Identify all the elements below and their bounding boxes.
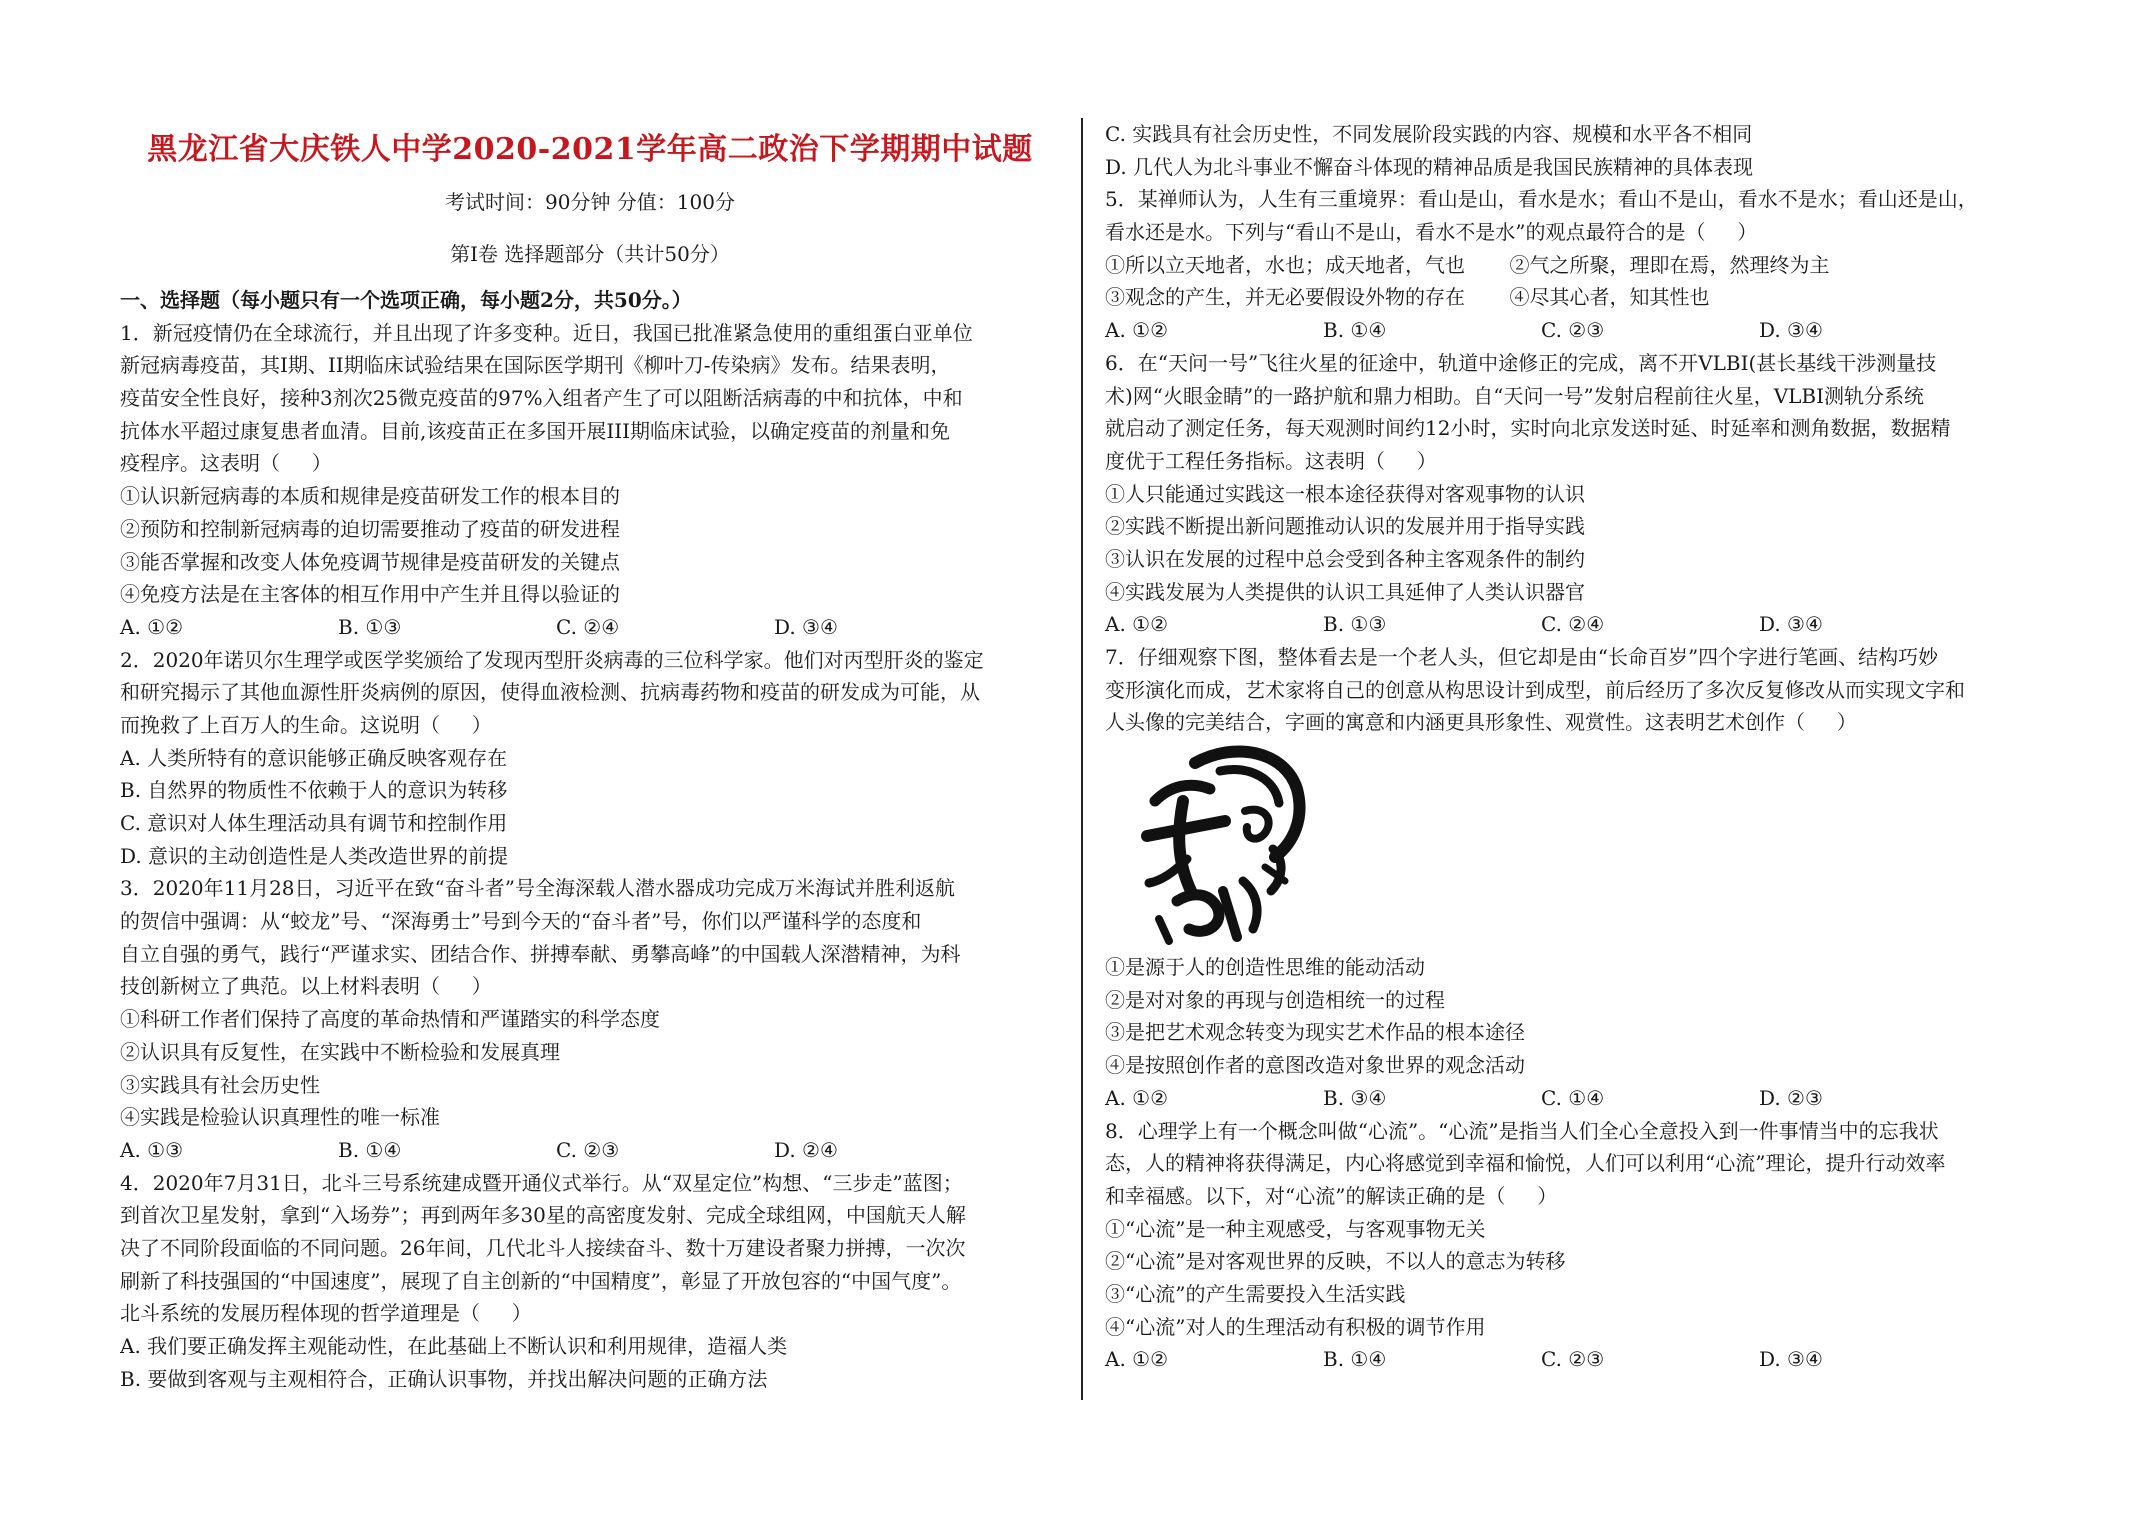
text-line: 3．2020年11月28日，习近平在致“奋斗者”号全海深载人潜水器成功完成万米海试并胜利返航 <box>120 876 955 901</box>
right-column <box>1105 118 2045 1376</box>
text-line: ④实践是检验认识真理性的唯一标准 <box>120 1105 440 1130</box>
answer-option: A. ①② <box>1105 1085 1169 1110</box>
left-question-text <box>120 317 1060 1396</box>
answer-option: D. ③④ <box>1759 612 1823 637</box>
text-line: ④实践发展为人类提供的认识工具延伸了人类认识器官 <box>1105 579 1585 604</box>
text-line: 人头像的完美结合，字画的寓意和内涵更具形象性、观赏性。这表明艺术创作（ ） <box>1105 710 1857 735</box>
answer-option: C. ②③ <box>556 1137 620 1162</box>
answer-options <box>120 611 1060 644</box>
text-line: D. 意识的主动创造性是人类改造世界的前提 <box>120 843 509 868</box>
text-line: ①人只能通过实践这一根本途径获得对客观事物的认识 <box>1105 481 1585 506</box>
answer-option: D. ②③ <box>1759 1085 1823 1110</box>
answer-option: D. ③④ <box>1759 318 1823 343</box>
text-line: ③能否掌握和改变人体免疫调节规律是疫苗研发的关键点 <box>120 549 620 574</box>
text-line: 和研究揭示了其他血源性肝炎病例的原因，使得血液检测、抗病毒药物和疫苗的研发成为可能，从 <box>120 680 980 705</box>
text-line: ①“心流”是一种主观感受，与客观事物无关 <box>1105 1216 1486 1241</box>
answer-option: C. ②④ <box>1541 612 1605 637</box>
text-line: 5．某禅师认为，人生有三重境界：看山是山，看水是水；看山不是山，看水不是水；看山还是山， <box>1105 187 1978 212</box>
text-line: 技创新树立了典范。以上材料表明（ ） <box>120 974 492 999</box>
text-line: 新冠病毒疫苗，其Ⅰ期、II期临床试验结果在国际医学期刊《柳叶刀-传染病》发布。结果表明， <box>120 353 951 378</box>
text-line: ③观念的产生，并无必要假设外物的存在 ④尽其心者，知其性也 <box>1105 285 1710 310</box>
text-line: 8．心理学上有一个概念叫做“心流”。“心流”是指当人们全心全意投入到一件事情当中的忘我状 <box>1105 1118 1939 1143</box>
figure-old-man-calligraphy <box>1105 739 2045 951</box>
answer-option: A. ①③ <box>120 1137 184 1162</box>
answer-options <box>1105 1082 2045 1115</box>
text-line: 6．在“天问一号”飞往火星的征途中，轨道中途修正的完成，离不开VLBI(甚长基线干涉测量技 <box>1105 350 1937 375</box>
text-line: 就启动了测定任务，每天观测时间约12小时，实时向北京发送时延、时延率和测角数据，数据精 <box>1105 416 1951 441</box>
text-line: ①所以立天地者，水也；成天地者，气也 ②气之所聚，理即在焉，然理终为主 <box>1105 252 1830 277</box>
text-line: 1．新冠疫情仍在全球流行，并且出现了许多变种。近日，我国已批准紧急使用的重组蛋白亚单位 <box>120 320 973 345</box>
answer-option: B. ①④ <box>1323 1347 1387 1372</box>
answer-option: C. ②③ <box>1541 318 1605 343</box>
answer-option: B. ①③ <box>1323 612 1387 637</box>
answer-option: C. ①④ <box>1541 1085 1605 1110</box>
text-line: 的贺信中强调：从“蛟龙”号、“深海勇士”号到今天的“奋斗者”号，你们以严谨科学的态度和 <box>120 909 922 934</box>
text-line: ③实践具有社会历史性 <box>120 1072 320 1097</box>
text-line: 术)网“火眼金睛”的一路护航和鼎力相助。自“天问一号”发射启程前往火星，VLBI测轨分系统 <box>1105 383 1925 408</box>
text-line: 疫苗安全性良好，接种3剂次25微克疫苗的97%入组者产生了可以阻断活病毒的中和抗体，中和 <box>120 386 963 411</box>
column-divider <box>1081 118 1083 1400</box>
answer-option: A. ①② <box>1105 318 1169 343</box>
answer-option: B. ①③ <box>338 614 402 639</box>
text-line: 到首次卫星发射，拿到“入场券”；再到两年多30星的高密度发射、完成全球组网，中国航天人解 <box>120 1203 966 1228</box>
answer-options <box>1105 1343 2045 1376</box>
text-line: 北斗系统的发展历程体现的哲学道理是（ ） <box>120 1301 532 1326</box>
text-line: ④“心流”对人的生理活动有积极的调节作用 <box>1105 1314 1486 1339</box>
text-line: ④是按照创作者的意图改造对象世界的观念活动 <box>1105 1053 1525 1078</box>
answer-options <box>1105 608 2045 641</box>
answer-options <box>1105 314 2045 347</box>
text-line: ④免疫方法是在主客体的相互作用中产生并且得以验证的 <box>120 582 620 607</box>
text-line: ③认识在发展的过程中总会受到各种主客观条件的制约 <box>1105 546 1585 571</box>
answer-option: A. ①② <box>120 614 184 639</box>
text-line: 度优于工程任务指标。这表明（ ） <box>1105 448 1437 473</box>
text-line: ②“心流”是对客观世界的反映，不以人的意志为转移 <box>1105 1249 1566 1274</box>
text-line: 自立自强的勇气，践行“严谨求实、团结合作、拼搏奉献、勇攀高峰”的中国载人深潜精神，为科 <box>120 941 961 966</box>
text-line: ②认识具有反复性，在实践中不断检验和发展真理 <box>120 1039 560 1064</box>
text-line: ①科研工作者们保持了高度的革命热情和严谨踏实的科学态度 <box>120 1007 660 1032</box>
text-line: ①认识新冠病毒的本质和规律是疫苗研发工作的根本目的 <box>120 484 620 509</box>
text-line: 7．仔细观察下图，整体看去是一个老人头，但它却是由“长命百岁”四个字进行笔画、结构巧妙 <box>1105 645 1939 669</box>
text-line: 疫程序。这表明（ ） <box>120 451 332 476</box>
text-line: C. 意识对人体生理活动具有调节和控制作用 <box>120 811 508 835</box>
text-line: D. 几代人为北斗事业不懈奋斗体现的精神品质是我国民族精神的具体表现 <box>1105 154 1754 179</box>
text-line: 决了不同阶段面临的不同问题。26年间，几代北斗人接续奋斗、数十万建设者聚力拼搏，一次次 <box>120 1235 966 1260</box>
text-line: 而挽救了上百万人的生命。这说明（ ） <box>120 712 492 737</box>
answer-option: D. ③④ <box>1759 1347 1823 1372</box>
text-line: 刷新了科技强国的“中国速度”，展现了自主创新的“中国精度”，彰显了开放包容的“中国气度”。 <box>120 1268 962 1293</box>
text-line: ③是把艺术观念转变为现实艺术作品的根本途径 <box>1105 1020 1525 1045</box>
page-title: 黑龙江省大庆铁人中学2020-2021学年高二政治下学期期中试题 <box>147 132 1033 167</box>
answer-option: C. ②④ <box>556 614 620 639</box>
answer-option: B. ①④ <box>338 1137 402 1162</box>
part-heading: 一、选择题（每小题只有一个选项正确，每小题2分，共50分。） <box>120 288 692 312</box>
text-line: ②实践不断提出新问题推动认识的发展并用于指导实践 <box>1105 514 1585 539</box>
text-line: 态，人的精神将获得满足，内心将感觉到幸福和愉悦，人们可以利用“心流”理论，提升行动效率 <box>1105 1151 1946 1176</box>
text-line: ①是源于人的创造性思维的能动活动 <box>1105 955 1425 980</box>
answer-option: A. ①② <box>1105 1347 1169 1372</box>
text-line: B. 自然界的物质性不依赖于人的意识为转移 <box>120 778 508 803</box>
text-line: 变形演化而成，艺术家将自己的创意从构思设计到成型，前后经历了多次反复修改从而实现文字和 <box>1105 677 1965 702</box>
answer-option: B. ③④ <box>1323 1085 1387 1110</box>
section-title: 第Ⅰ卷 选择题部分（共计50分） <box>450 242 730 266</box>
answer-option: C. ②③ <box>1541 1347 1605 1372</box>
answer-options <box>120 1134 1060 1167</box>
answer-option: D. ③④ <box>774 614 838 639</box>
answer-option: A. ①② <box>1105 612 1169 637</box>
text-line: 抗体水平超过康复患者血清。目前,该疫苗正在多国开展III期临床试验，以确定疫苗的剂量和免 <box>120 418 951 443</box>
text-line: 4．2020年7月31日，北斗三号系统建成暨开通仪式举行。从“双星定位”构想、“三步走”蓝图； <box>120 1170 963 1195</box>
text-line: B. 要做到客观与主观相符合，正确认识事物，并找出解决问题的正确方法 <box>120 1366 768 1391</box>
right-question-text-bottom <box>1105 951 2045 1376</box>
text-line: A. 我们要正确发挥主观能动性，在此基础上不断认识和利用规律，造福人类 <box>120 1334 788 1358</box>
text-line: ②预防和控制新冠病毒的迫切需要推动了疫苗的研发进程 <box>120 516 620 541</box>
exam-info: 考试时间：90分钟 分值：100分 <box>445 190 735 214</box>
text-line: 2．2020年诺贝尔生理学或医学奖颁给了发现丙型肝炎病毒的三位科学家。他们对丙型肝炎的鉴定 <box>120 647 984 672</box>
left-column <box>120 112 1060 1395</box>
calligraphy-head-image <box>1125 741 1325 946</box>
text-line: C. 实践具有社会历史性，不同发展阶段实践的内容、规模和水平各不相同 <box>1105 122 1753 146</box>
text-line: ③“心流”的产生需要投入生活实践 <box>1105 1281 1406 1306</box>
text-line: ②是对对象的再现与创造相统一的过程 <box>1105 987 1445 1012</box>
text-line: A. 人类所特有的意识能够正确反映客观存在 <box>120 745 508 770</box>
text-line: 看水还是水。下列与“看山不是山，看水不是水”的观点最符合的是（ ） <box>1105 220 1758 245</box>
answer-option: B. ①④ <box>1323 318 1387 343</box>
answer-option: D. ②④ <box>774 1137 838 1162</box>
right-question-text-top <box>1105 118 2045 739</box>
text-line: 和幸福感。以下，对“心流”的解读正确的是（ ） <box>1105 1183 1558 1208</box>
